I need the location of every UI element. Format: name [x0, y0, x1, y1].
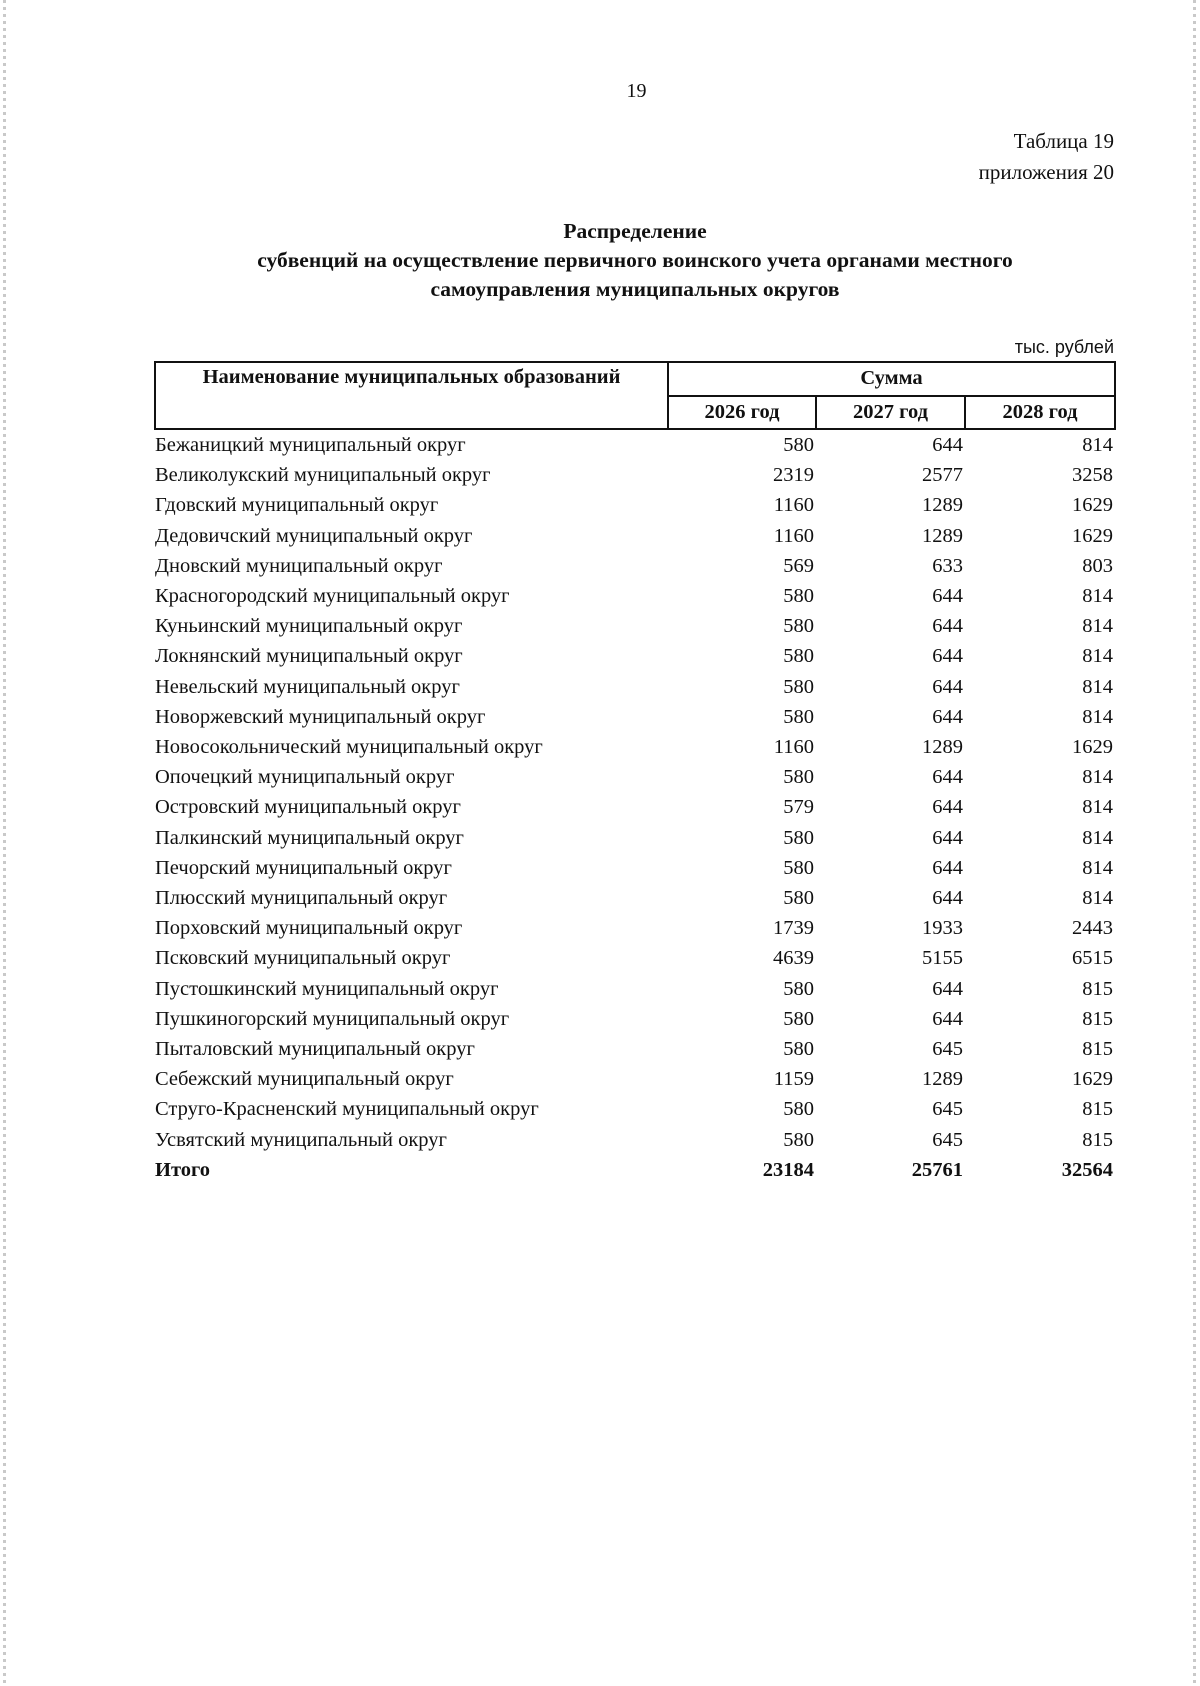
amount-2028: 815	[1082, 1128, 1113, 1151]
amount-2026: 580	[783, 766, 814, 789]
amount-2028: 815	[1082, 1038, 1113, 1061]
amount-2026: 580	[783, 826, 814, 849]
municipality-name: Локнянский муниципальный округ	[155, 645, 463, 668]
total-label: Итого	[155, 1158, 211, 1181]
amount-2027: 644	[932, 434, 963, 456]
amount-2027: 2577	[922, 464, 963, 487]
municipality-name: Опочецкий муниципальный округ	[155, 766, 455, 789]
table-row	[155, 429, 1115, 460]
municipality-name: Куньинский муниципальный округ	[155, 615, 463, 638]
amount-2026: 2319	[773, 464, 814, 487]
amount-2027: 1289	[922, 1068, 963, 1091]
amount-2028: 814	[1082, 796, 1113, 819]
table-reference	[979, 126, 1114, 188]
amount-2028: 1629	[1072, 524, 1113, 547]
amount-2026: 579	[783, 796, 814, 819]
amount-2027: 644	[932, 977, 963, 1000]
amount-2028: 814	[1082, 434, 1113, 456]
municipality-name: Дновский муниципальный округ	[155, 554, 443, 577]
title-line3: самоуправления муниципальных округов	[430, 277, 840, 301]
table-row	[155, 1125, 1115, 1155]
amount-2027: 645	[932, 1128, 963, 1151]
amount-2027: 644	[932, 615, 963, 638]
amount-2027: 644	[932, 705, 963, 728]
header-year-2028: 2028 год	[965, 396, 1115, 430]
municipality-name: Пушкиногорский муниципальный округ	[155, 1007, 510, 1030]
amount-2028: 1629	[1072, 736, 1113, 759]
amount-2026: 1739	[773, 917, 814, 940]
municipality-name: Струго-Красненский муниципальный округ	[155, 1098, 539, 1121]
municipality-name: Гдовский муниципальный округ	[155, 494, 439, 517]
amount-2028: 814	[1082, 675, 1113, 698]
municipality-name: Островский муниципальный округ	[155, 796, 461, 819]
amount-2027: 644	[932, 766, 963, 789]
table-row	[155, 792, 1115, 822]
amount-2027: 644	[932, 826, 963, 849]
table-row	[155, 460, 1115, 490]
table-body	[155, 429, 1115, 1185]
amount-2027: 1289	[922, 736, 963, 759]
table-row	[155, 1094, 1115, 1124]
municipality-name: Палкинский муниципальный округ	[155, 826, 464, 849]
total-row	[155, 1155, 1115, 1185]
municipality-name: Невельский муниципальный округ	[155, 675, 460, 698]
amount-2028: 1629	[1072, 494, 1113, 517]
amount-2026: 580	[783, 1098, 814, 1121]
table-reference-line1: Таблица 19	[1013, 129, 1114, 153]
table-reference-line2: приложения 20	[978, 160, 1114, 184]
amount-2026: 580	[783, 645, 814, 668]
total-amount-2028: 32564	[1061, 1158, 1113, 1181]
amount-2026: 1160	[773, 524, 814, 547]
municipality-name: Себежский муниципальный округ	[155, 1068, 454, 1091]
amount-2027: 644	[932, 796, 963, 819]
amount-2026: 1159	[773, 1068, 814, 1091]
table-row	[155, 490, 1115, 520]
table-row	[155, 1004, 1115, 1034]
title-line2: субвенций на осуществление первичного воинского учета органами местного	[257, 248, 1013, 272]
header-sum: Сумма	[668, 362, 1115, 396]
amount-2027: 644	[932, 1007, 963, 1030]
amount-2028: 1629	[1072, 1068, 1113, 1091]
table-row	[155, 1064, 1115, 1094]
amount-2028: 815	[1082, 1098, 1113, 1121]
amount-2026: 580	[783, 856, 814, 879]
table-row	[155, 913, 1115, 943]
amount-2026: 580	[783, 1038, 814, 1061]
amount-2028: 815	[1082, 977, 1113, 1000]
scan-edge-right	[1193, 0, 1196, 1686]
amount-2026: 580	[783, 887, 814, 910]
amount-2027: 5155	[922, 947, 963, 970]
amount-2028: 814	[1082, 856, 1113, 879]
municipality-name: Пустошкинский муниципальный округ	[155, 977, 499, 1000]
amount-2028: 6515	[1072, 947, 1113, 970]
document-title	[150, 217, 1120, 304]
amount-2027: 644	[932, 675, 963, 698]
amount-2027: 644	[932, 856, 963, 879]
header-year-2027: 2027 год	[816, 396, 965, 430]
amount-2027: 644	[932, 645, 963, 668]
amount-2028: 814	[1082, 615, 1113, 638]
amount-2026: 580	[783, 615, 814, 638]
amount-2028: 814	[1082, 585, 1113, 608]
municipality-name: Дедовичский муниципальный округ	[155, 524, 473, 547]
amount-2027: 645	[932, 1098, 963, 1121]
table-row	[155, 581, 1115, 611]
table-row	[155, 672, 1115, 702]
amount-2026: 580	[783, 1007, 814, 1030]
amount-2028: 814	[1082, 705, 1113, 728]
municipality-name: Новоржевский муниципальный округ	[155, 705, 486, 728]
amount-2026: 4639	[773, 947, 814, 970]
amount-2026: 580	[783, 705, 814, 728]
table-row	[155, 943, 1115, 973]
table-row	[155, 853, 1115, 883]
amount-2026: 580	[783, 977, 814, 1000]
amount-2026: 1160	[773, 494, 814, 517]
table-row	[155, 883, 1115, 913]
header-municipality-name: Наименование муниципальных образований	[155, 362, 668, 429]
table-row	[155, 823, 1115, 853]
header-year-2026: 2026 год	[668, 396, 816, 430]
page-number: 19	[626, 80, 647, 102]
amount-2028: 814	[1082, 766, 1113, 789]
municipality-name: Усвятский муниципальный округ	[155, 1128, 447, 1151]
municipality-name: Красногородский муниципальный округ	[155, 585, 510, 608]
total-amount-2026: 23184	[762, 1158, 814, 1181]
amount-2027: 633	[932, 554, 963, 577]
municipality-name: Печорский муниципальный округ	[155, 856, 452, 879]
amount-2026: 580	[783, 434, 814, 456]
allocation-table	[154, 361, 1116, 1185]
municipality-name: Пыталовский муниципальный округ	[155, 1038, 475, 1061]
amount-2026: 1160	[773, 736, 814, 759]
total-amount-2027: 25761	[911, 1158, 963, 1181]
title-line1: Распределение	[563, 219, 707, 243]
table-row	[155, 551, 1115, 581]
municipality-name: Порховский муниципальный округ	[155, 917, 463, 940]
municipality-name: Псковский муниципальный округ	[155, 947, 451, 970]
amount-2026: 580	[783, 675, 814, 698]
amount-2028: 815	[1082, 1007, 1113, 1030]
table-row	[155, 732, 1115, 762]
amount-2028: 814	[1082, 645, 1113, 668]
amount-2027: 645	[932, 1038, 963, 1061]
amount-2026: 569	[783, 554, 814, 577]
amount-2027: 644	[932, 887, 963, 910]
scan-edge-left	[3, 0, 6, 1686]
table-row	[155, 974, 1115, 1004]
municipality-name: Великолукский муниципальный округ	[155, 464, 491, 487]
amount-2026: 580	[783, 1128, 814, 1151]
table-header	[155, 362, 1115, 429]
amount-2027: 1289	[922, 524, 963, 547]
amount-2027: 644	[932, 585, 963, 608]
table-row	[155, 762, 1115, 792]
table-row	[155, 1034, 1115, 1064]
amount-2027: 1289	[922, 494, 963, 517]
amount-2028: 3258	[1072, 464, 1113, 487]
amount-2028: 2443	[1072, 917, 1113, 940]
table-row	[155, 521, 1115, 551]
amount-2028: 803	[1082, 554, 1113, 577]
municipality-name: Плюсский муниципальный округ	[155, 887, 448, 910]
amount-2028: 814	[1082, 887, 1113, 910]
unit-label: тыс. рублей	[1014, 337, 1114, 357]
table-row	[155, 702, 1115, 732]
amount-2027: 1933	[922, 917, 963, 940]
table-row	[155, 641, 1115, 671]
municipality-name: Бежаницкий муниципальный округ	[155, 434, 466, 456]
municipality-name: Новосокольнический муниципальный округ	[155, 736, 543, 759]
amount-2028: 814	[1082, 826, 1113, 849]
amount-2026: 580	[783, 585, 814, 608]
table-row	[155, 611, 1115, 641]
